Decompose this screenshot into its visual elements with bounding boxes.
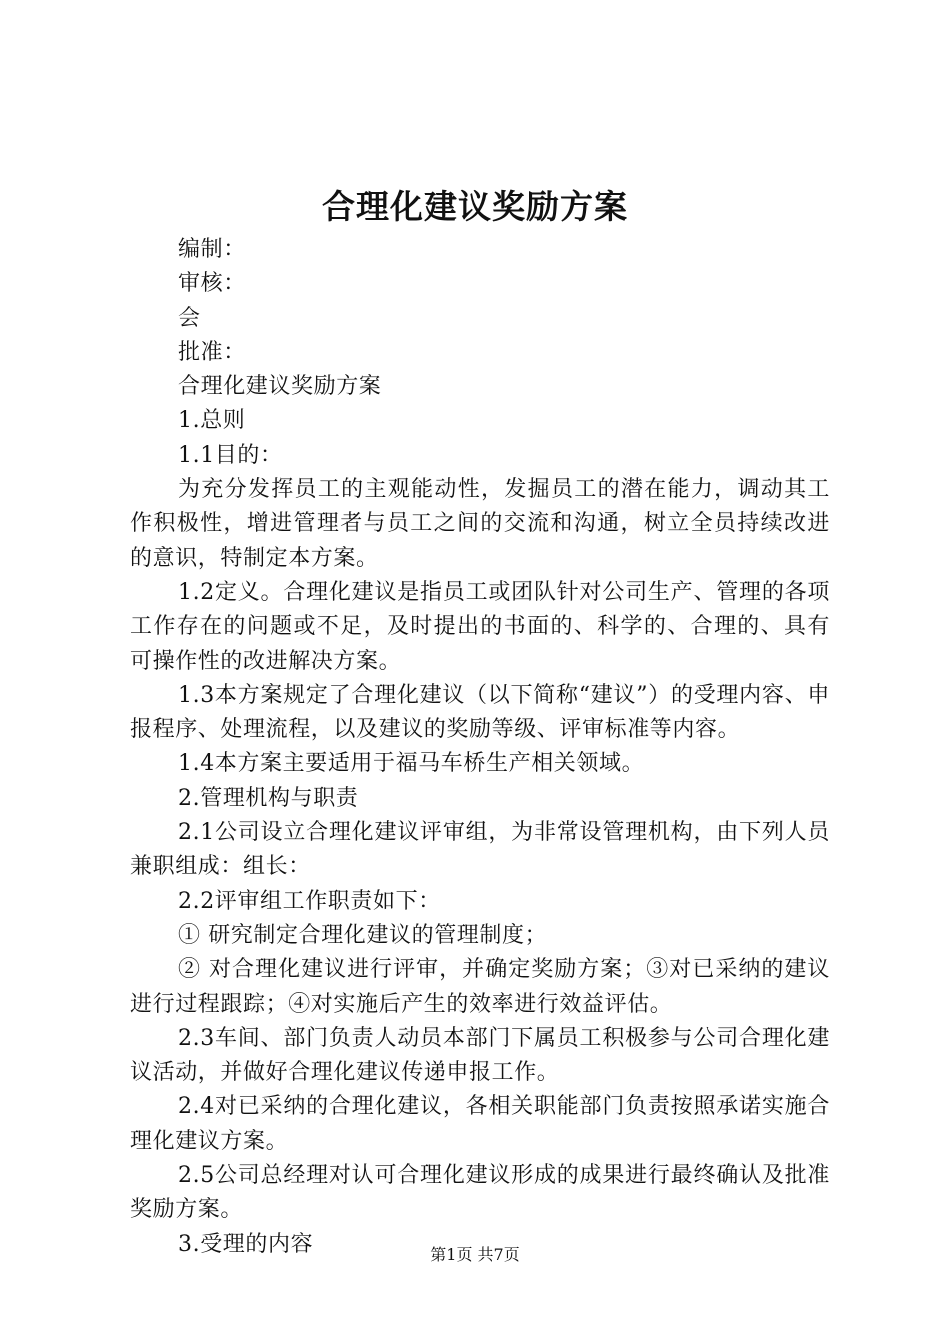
paragraph-duty-2: ② 对合理化建议进行评审，并确定奖励方案；③对已采纳的建议进行过程跟踪；④对实施后产生的效率进行效益评估。 <box>130 957 830 1017</box>
paragraph-duty-1: ① 研究制定合理化建议的管理制度； <box>178 922 548 948</box>
paragraph-1-1: 1.1目的： <box>178 442 283 468</box>
paragraph-1-3: 1.3本方案规定了合理化建议（以下简称“建议”）的受理内容、申报程序、处理流程，以及建议的奖励等级、评审标准等内容。 <box>130 682 830 743</box>
section-heading-general: 1.总则 <box>178 408 246 434</box>
page-number-footer: 第1页 共7页 <box>430 1245 520 1264</box>
paragraph-purpose: 为充分发挥员工的主观能动性，发掘员工的潜在能力，调动其工作积极性，增进管理者与员工之间的交流和沟通，树立全员持续改进的意识，特制定本方案。 <box>130 477 830 571</box>
paragraph-subtitle: 合理化建议奖励方案 <box>178 374 382 400</box>
paragraph-2-3: 2.3车间、部门负责人动员本部门下属员工积极参与公司合理化建议活动，并做好合理化建议传递申报工作。 <box>130 1025 830 1086</box>
paragraph-compiled-by: 编制： <box>178 237 246 262</box>
paragraph-1-4: 1.4本方案主要适用于福马车桥生产相关领域。 <box>178 751 645 777</box>
paragraph-2-5: 2.5公司总经理对认可合理化建议形成的成果进行最终确认及批准奖励方案。 <box>130 1163 830 1223</box>
document-body <box>130 233 830 1262</box>
section-heading-scope: 3.受理的内容 <box>178 1231 314 1257</box>
paragraph-countersign: 会 <box>178 305 201 331</box>
paragraph-reviewed-by: 审核： <box>178 271 246 297</box>
paragraph-2-1: 2.1公司设立合理化建议评审组，为非常设管理机构，由下列人员兼职组成：组长： <box>130 820 830 880</box>
paragraph-1-2: 1.2定义。合理化建议是指员工或团队针对公司生产、管理的各项工作存在的问题或不足，及时提出的书面的、科学的、合理的、具有可操作性的改进解决方案。 <box>130 579 830 674</box>
section-heading-management: 2.管理机构与职责 <box>178 785 359 811</box>
document-title: 合理化建议奖励方案 <box>322 187 628 226</box>
paragraph-2-4: 2.4对已采纳的合理化建议，各相关职能部门负责按照承诺实施合理化建议方案。 <box>130 1094 830 1154</box>
paragraph-2-2: 2.2评审组工作职责如下： <box>178 888 441 914</box>
paragraph-approved-by: 批准： <box>178 339 246 365</box>
